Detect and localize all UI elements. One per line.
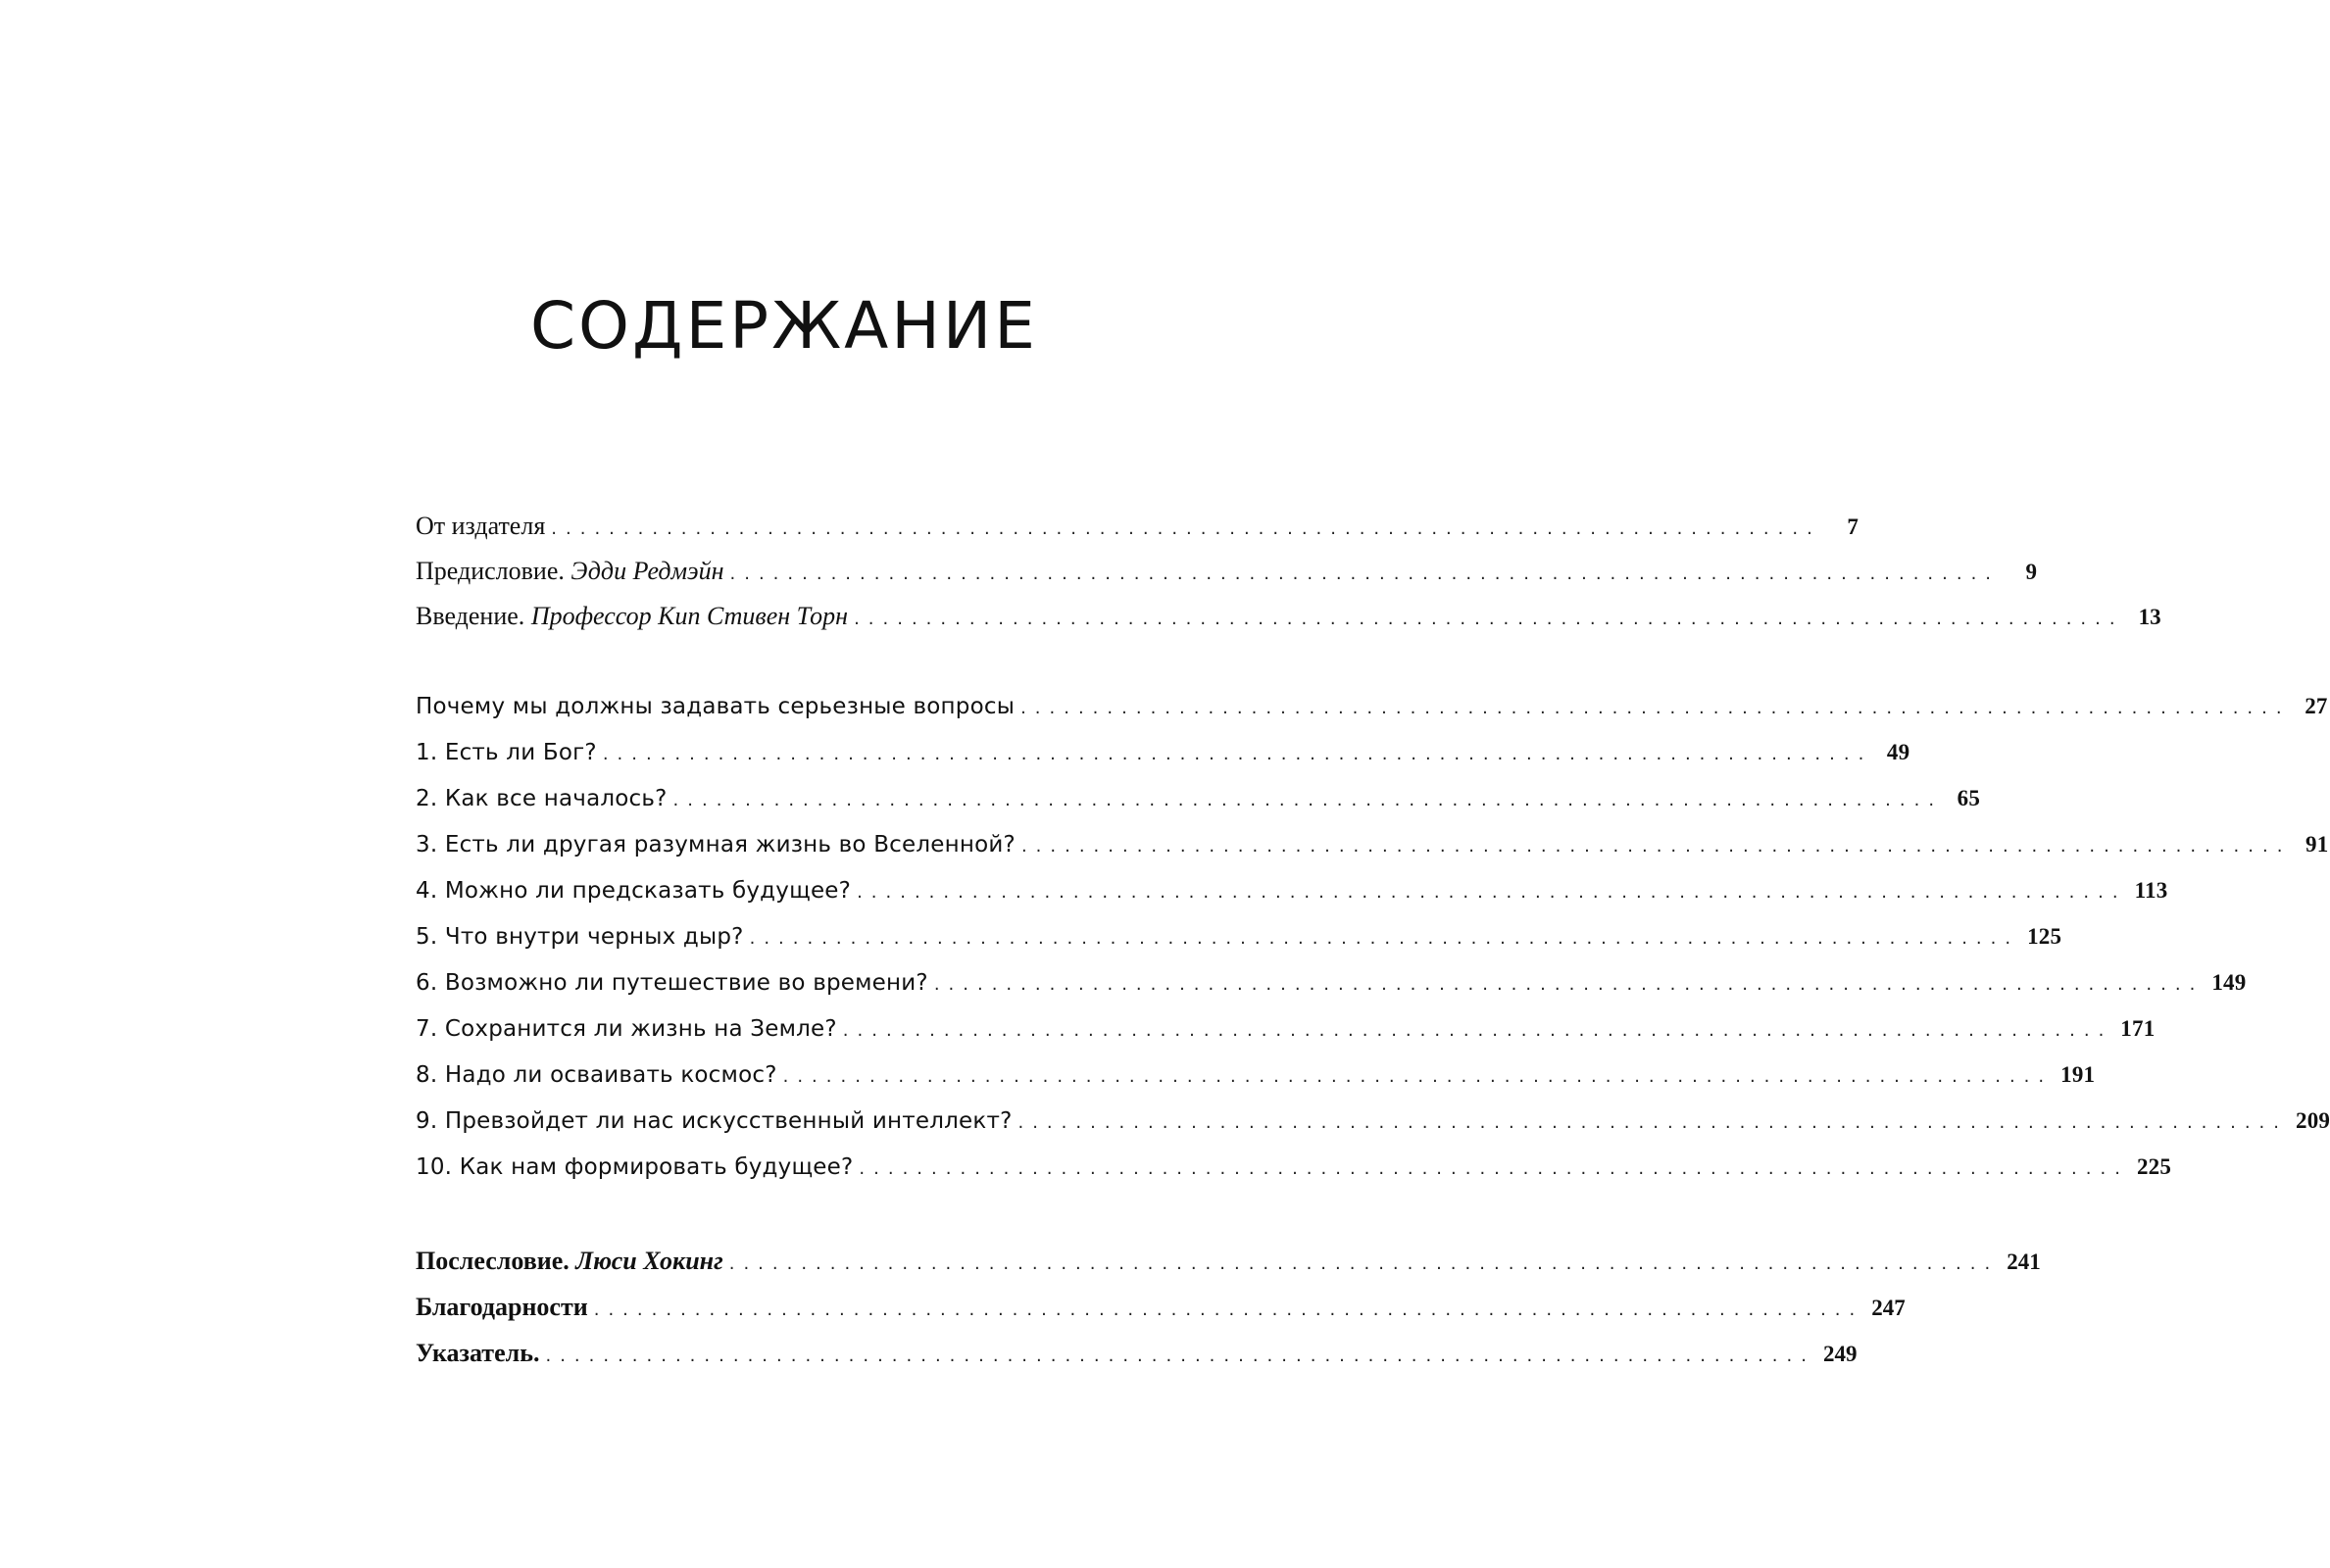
toc-entry-page: 191: [2060, 1062, 2096, 1087]
toc-entry-label: 9. Превзойдет ли нас искусственный интеллект?: [416, 1108, 1013, 1134]
toc-entry-label: Благодарности: [416, 1293, 588, 1321]
toc-entry-page: 49: [1886, 740, 1910, 764]
dot-leader: ........................................................................................: [1020, 698, 2291, 718]
toc-entry-label: Введение.: [416, 602, 525, 630]
toc-entry-label: Указатель.: [416, 1339, 540, 1367]
toc-entry-page: 7: [1847, 514, 1859, 539]
dot-leader: ........................................................................................: [857, 882, 2127, 903]
dot-leader: ........................................................................................: [1017, 1112, 2288, 1133]
dot-leader: ........................................................................................: [545, 1346, 1815, 1366]
toc-entry-chapter[interactable]: [416, 786, 1981, 825]
toc-entry-page: 149: [2211, 970, 2247, 995]
toc-entry-page: 249: [1822, 1342, 1858, 1366]
toc-entry-label: 8. Надо ли осваивать космос?: [416, 1062, 777, 1088]
toc-entry-label: 3. Есть ли другая разумная жизнь во Вселенной?: [416, 832, 1016, 858]
dot-leader: ........................................................................................: [593, 1299, 1864, 1320]
dot-leader: ........................................................................................: [551, 518, 1821, 539]
toc-entry-label: От издателя: [416, 512, 546, 540]
toc-entry-page: 125: [2027, 924, 2062, 949]
toc-entry-page: 225: [2136, 1154, 2172, 1179]
toc-entry-label: Предисловие.: [416, 557, 565, 585]
page-title: СОДЕРЖАНИЕ: [529, 288, 1039, 364]
toc-entry-page: 171: [2120, 1016, 2156, 1041]
toc-entry-chapter[interactable]: [416, 1016, 2156, 1055]
dot-leader: ........................................................................................: [672, 790, 1944, 810]
toc-entry-page: 91: [2305, 832, 2329, 857]
dot-leader: ........................................................................................: [854, 609, 2124, 629]
dot-leader: ........................................................................................: [859, 1158, 2129, 1179]
toc-entry-page: 9: [2025, 560, 2038, 584]
toc-entry-publisher-note[interactable]: [416, 512, 1859, 551]
toc-entry-chapter[interactable]: [416, 1062, 2096, 1102]
toc-entry-page: 241: [2007, 1250, 2041, 1274]
toc-entry-label: Послесловие.: [416, 1247, 570, 1275]
toc-entry-label: 10. Как нам формировать будущее?: [416, 1154, 854, 1180]
toc-entry-author: Люси Хокинг: [575, 1247, 723, 1275]
toc-entry-page: 209: [2296, 1108, 2330, 1133]
dot-leader: ........................................................................................: [933, 974, 2205, 995]
toc-entry-chapter[interactable]: [416, 1154, 2172, 1194]
toc-entry-introduction[interactable]: [416, 602, 2161, 641]
toc-entry-index[interactable]: [416, 1339, 1858, 1378]
dot-leader: ........................................................................................: [782, 1066, 2054, 1087]
toc-entry-label: 5. Что внутри черных дыр?: [416, 924, 744, 950]
dot-leader: ........................................................................................: [1020, 836, 2292, 857]
toc-entry-preface[interactable]: [416, 557, 2038, 596]
dot-leader: ........................................................................................: [602, 744, 1873, 764]
toc-entry-label: Почему мы должны задавать серьезные вопросы: [416, 694, 1016, 719]
toc-entry-label: 1. Есть ли Бог?: [416, 740, 597, 765]
toc-entry-label: 7. Сохранится ли жизнь на Земле?: [416, 1016, 837, 1042]
toc-entry-chapter[interactable]: [416, 878, 2168, 917]
dot-leader: ........................................................................................: [842, 1020, 2113, 1041]
toc-entry-author: Профессор Кип Стивен Торн: [530, 602, 849, 630]
toc-entry-author: Эдди Редмэйн: [570, 557, 724, 585]
toc-entry-chapter[interactable]: [416, 832, 2329, 871]
toc-entry-page: 113: [2134, 878, 2168, 903]
toc-entry-afterword[interactable]: [416, 1247, 2041, 1286]
toc-entry-chapter[interactable]: [416, 970, 2247, 1009]
toc-entry-label: 4. Можно ли предсказать будущее?: [416, 878, 852, 904]
toc-entry-page: 13: [2138, 605, 2161, 629]
toc-entry-chapter[interactable]: [416, 694, 2328, 733]
toc-entry-label: 6. Возможно ли путешествие во времени?: [416, 970, 928, 996]
toc-entry-page: 247: [1871, 1296, 1906, 1320]
dot-leader: ........................................................................................: [729, 564, 2001, 584]
toc-entry-chapter[interactable]: [416, 924, 2062, 963]
toc-entry-chapter[interactable]: [416, 1108, 2330, 1148]
toc-entry-acknowledgements[interactable]: [416, 1293, 1906, 1332]
toc-entry-label: 2. Как все началось?: [416, 786, 668, 811]
dot-leader: ........................................................................................: [728, 1253, 2000, 1274]
toc-entry-chapter[interactable]: [416, 740, 1910, 779]
toc-entry-page: 27: [2305, 694, 2328, 718]
dot-leader: ........................................................................................: [749, 928, 2020, 949]
toc-entry-page: 65: [1957, 786, 1981, 810]
